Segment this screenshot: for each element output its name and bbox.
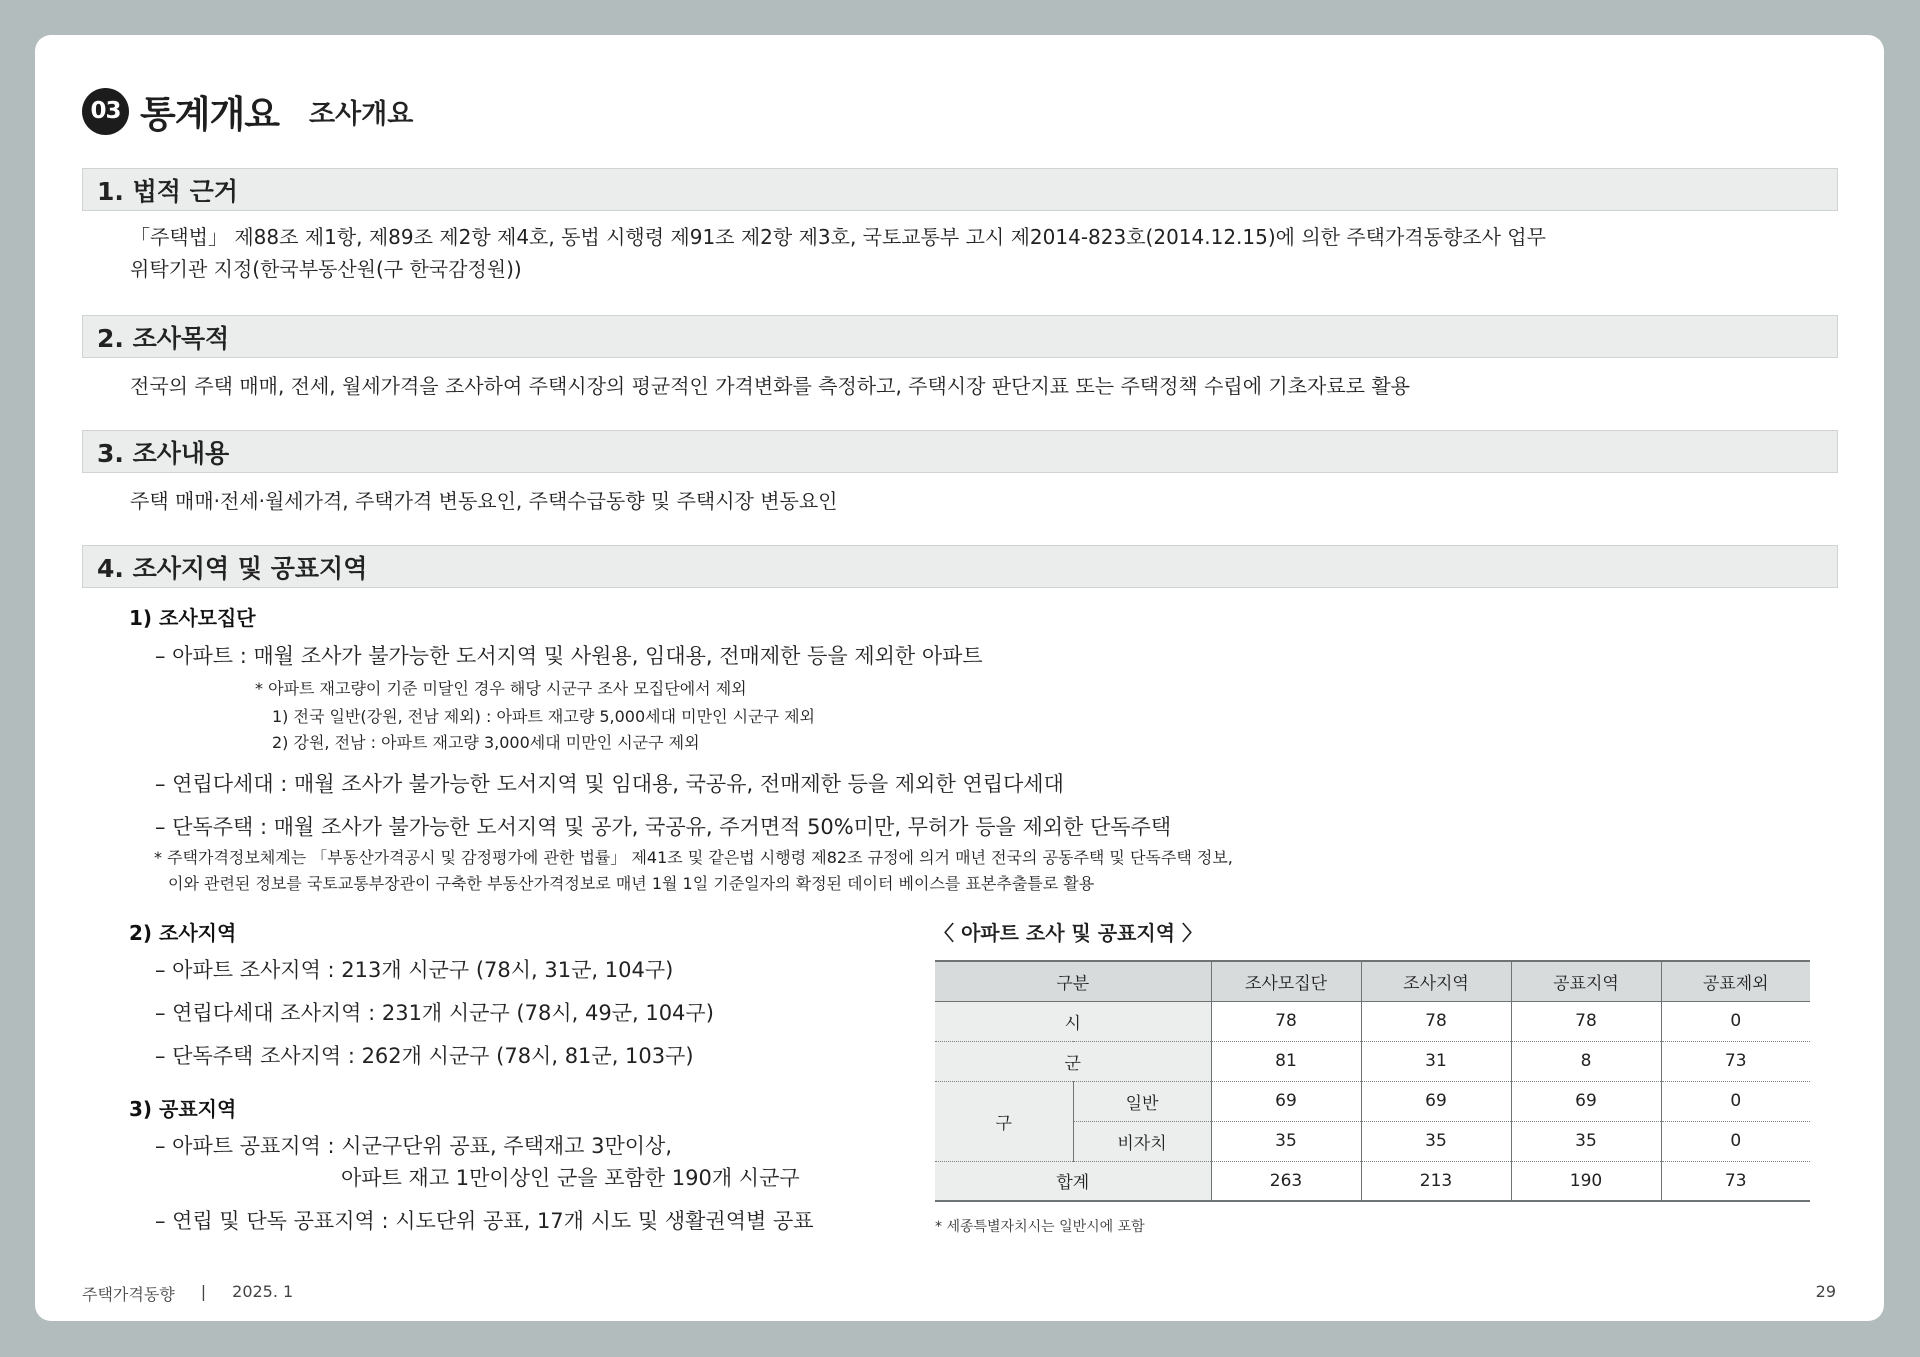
population-row-house: – 연립다세대 : 매월 조사가 불가능한 도서지역 및 임대용, 국공유, 전매제한 등을 제외한 연립다세대	[155, 772, 1064, 796]
header-excluded: 공표제외	[1661, 961, 1810, 1001]
publish-area-label: 3) 공표지역	[129, 1097, 237, 1121]
cell: 0	[1661, 1081, 1810, 1121]
footer-date: 2025. 1	[232, 1282, 294, 1301]
header-category: 구분	[935, 961, 1211, 1001]
legal-text	[130, 221, 1546, 285]
row-label-gu-general: 일반	[1073, 1081, 1211, 1121]
cell: 69	[1511, 1081, 1661, 1121]
legal-line-1: 「주택법」 제88조 제1항, 제89조 제2항 제4호, 동법 시행령 제91조 제2항 제3호, 국토교통부 고시 제2014-823호(2014.12.15)에 의한 주택가격동향조사 업무	[130, 225, 1546, 249]
population-footnote-2: 이와 관련된 정보를 국토교통부장관이 구축한 부동산가격정보로 매년 1월 1일 기준일자의 확정된 데이터 베이스를 표본추출틀로 활용	[168, 874, 1095, 893]
cell: 73	[1661, 1161, 1810, 1201]
cell: 35	[1361, 1121, 1511, 1161]
cell: 73	[1661, 1041, 1810, 1081]
survey-area-apt: – 아파트 조사지역 : 213개 시군구 (78시, 31군, 104구)	[155, 958, 674, 982]
table-row-gu-general	[935, 1081, 1810, 1121]
cell: 78	[1361, 1001, 1511, 1041]
cell: 35	[1511, 1121, 1661, 1161]
cell: 69	[1211, 1081, 1361, 1121]
cell: 190	[1511, 1161, 1661, 1201]
page-number: 29	[1815, 1282, 1836, 1301]
row-label-total: 합계	[935, 1161, 1211, 1201]
table-row-si	[935, 1001, 1810, 1041]
table-row-total	[935, 1161, 1810, 1201]
header-publish-area: 공표지역	[1511, 961, 1661, 1001]
row-label-gu-nonauto: 비자치	[1073, 1121, 1211, 1161]
cell: 78	[1511, 1001, 1661, 1041]
section-heading-region: 4. 조사지역 및 공표지역	[82, 545, 1838, 588]
document-page	[35, 35, 1884, 1321]
population-detached: – 단독주택 : 매월 조사가 불가능한 도서지역 및 공가, 국공유, 주거면적 50%미만, 무허가 등을 제외한 단독주택	[155, 815, 1172, 839]
table-row-gun	[935, 1041, 1810, 1081]
page-footer	[82, 1282, 293, 1305]
survey-area-label: 2) 조사지역	[129, 921, 237, 945]
population-apt-note-2: 2) 강원, 전남 : 아파트 재고량 3,000세대 미만인 시군구 제외	[272, 733, 700, 752]
section-number-badge: 03	[82, 88, 129, 135]
table-title: 〈 아파트 조사 및 공표지역 〉	[934, 921, 1203, 945]
cell: 31	[1361, 1041, 1511, 1081]
footer-publication: 주택가격동향	[82, 1285, 175, 1304]
apartment-region-table	[935, 960, 1810, 1202]
population-label: 1) 조사모집단	[129, 606, 256, 630]
cell: 35	[1211, 1121, 1361, 1161]
page-title: 통계개요	[140, 93, 279, 136]
page-subtitle: 조사개요	[308, 98, 414, 130]
row-label-si: 시	[935, 1001, 1211, 1041]
table-note: * 세종특별자치시는 일반시에 포함	[935, 1219, 1145, 1235]
header-survey-area: 조사지역	[1361, 961, 1511, 1001]
table-header-row	[935, 961, 1810, 1001]
legal-line-2: 위탁기관 지정(한국부동산원(구 한국감정원))	[130, 257, 522, 281]
cell: 8	[1511, 1041, 1661, 1081]
page-header	[82, 81, 413, 141]
survey-area-row-house: – 연립다세대 조사지역 : 231개 시군구 (78시, 49군, 104구)	[155, 1001, 714, 1025]
publish-area-apt-2: 아파트 재고 1만이상인 군을 포함한 190개 시군구	[341, 1166, 800, 1190]
row-label-gu: 구	[935, 1081, 1073, 1161]
cell: 78	[1211, 1001, 1361, 1041]
cell: 81	[1211, 1041, 1361, 1081]
cell: 213	[1361, 1161, 1511, 1201]
section-heading-content: 3. 조사내용	[82, 430, 1838, 473]
cell: 69	[1361, 1081, 1511, 1121]
section-heading-purpose: 2. 조사목적	[82, 315, 1838, 358]
population-footnote-1: * 주택가격정보체계는 「부동산가격공시 및 감정평가에 관한 법률」 제41조 및 같은법 시행령 제82조 규정에 의거 매년 전국의 공동주택 및 단독주택 정보,	[154, 848, 1233, 867]
publish-area-apt-1: – 아파트 공표지역 : 시군구단위 공표, 주택재고 3만이상,	[155, 1134, 673, 1158]
publish-area-others: – 연립 및 단독 공표지역 : 시도단위 공표, 17개 시도 및 생활권역별 공표	[155, 1209, 814, 1233]
header-population: 조사모집단	[1211, 961, 1361, 1001]
section-heading-legal: 1. 법적 근거	[82, 168, 1838, 211]
content-text: 주택 매매·전세·월세가격, 주택가격 변동요인, 주택수급동향 및 주택시장 변동요인	[130, 489, 838, 513]
purpose-text: 전국의 주택 매매, 전세, 월세가격을 조사하여 주택시장의 평균적인 가격변화를 측정하고, 주택시장 판단지표 또는 주택정책 수립에 기초자료로 활용	[130, 374, 1410, 398]
cell: 0	[1661, 1121, 1810, 1161]
survey-area-detached: – 단독주택 조사지역 : 262개 시군구 (78시, 81군, 103구)	[155, 1044, 694, 1068]
population-apt-note: * 아파트 재고량이 기준 미달인 경우 해당 시군구 조사 모집단에서 제외	[255, 679, 747, 698]
population-apt: – 아파트 : 매월 조사가 불가능한 도서지역 및 사원용, 임대용, 전매제한 등을 제외한 아파트	[155, 644, 983, 668]
cell: 0	[1661, 1001, 1810, 1041]
cell: 263	[1211, 1161, 1361, 1201]
row-label-gun: 군	[935, 1041, 1211, 1081]
footer-separator: |	[200, 1282, 207, 1301]
population-apt-note-1: 1) 전국 일반(강원, 전남 제외) : 아파트 재고량 5,000세대 미만인 시군구 제외	[272, 707, 815, 726]
